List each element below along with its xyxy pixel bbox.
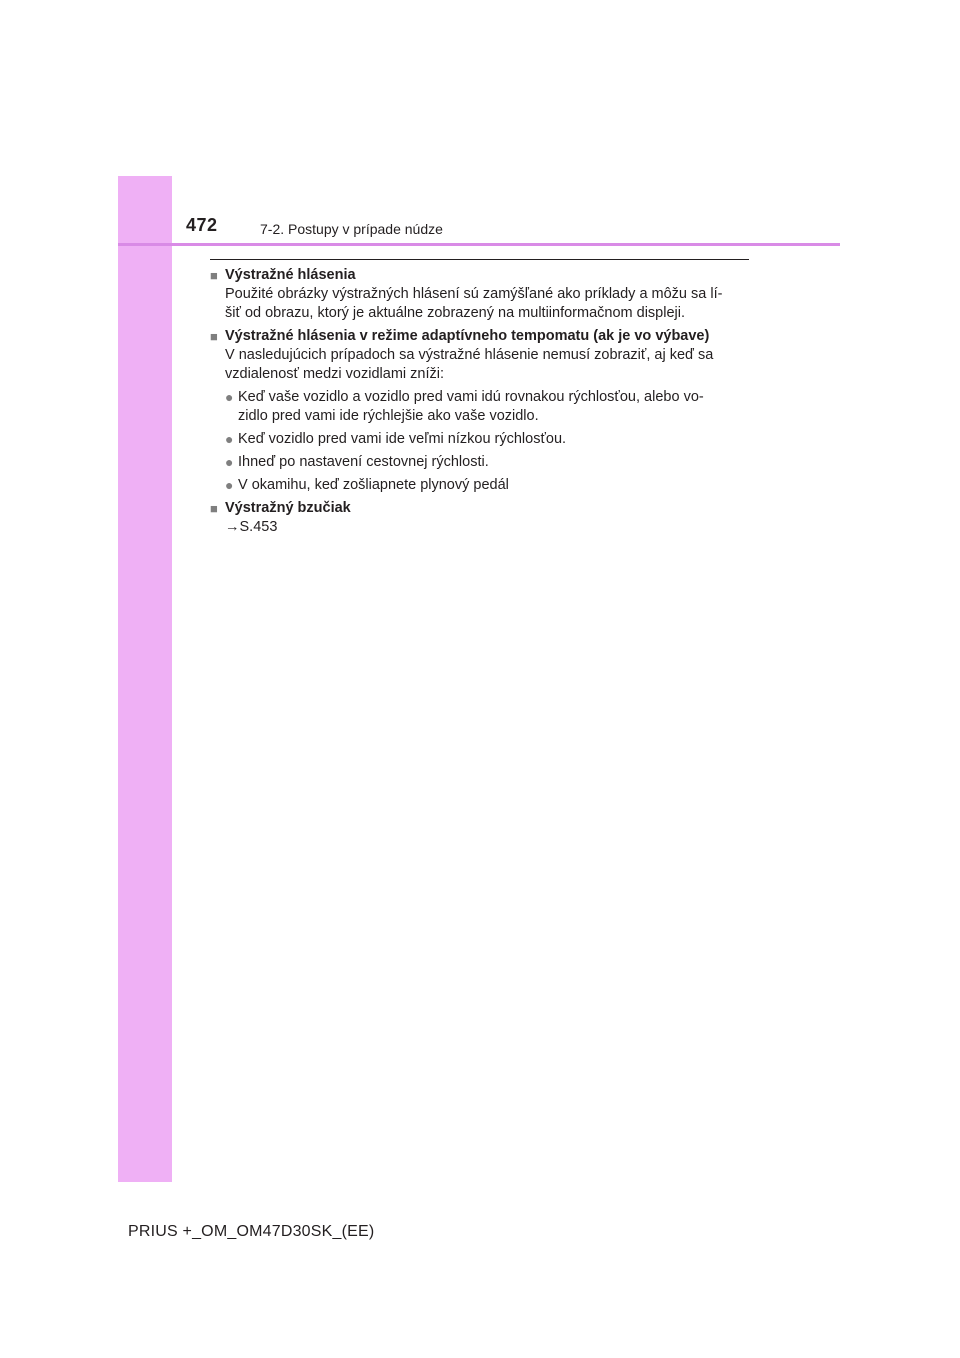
paragraph — [225, 285, 750, 323]
chapter-sidebar — [118, 176, 172, 1182]
text-line: vzdialenosť medzi vozidlami zníži: — [225, 366, 444, 382]
circle-bullet-icon: ● — [225, 431, 234, 447]
header-band — [118, 176, 172, 244]
content-top-rule — [210, 259, 749, 260]
section-warning-messages — [210, 266, 750, 323]
reference-link[interactable]: →S.453 — [225, 519, 278, 535]
paragraph — [225, 346, 750, 384]
text-line: V nasledujúcich prípadoch sa výstražné hlásenie nemusí zobraziť, aj keď sa — [225, 347, 714, 363]
section-heading — [210, 327, 750, 346]
list-item — [225, 388, 750, 426]
text-line: V okamihu, keď zošliapnete plynový pedál — [238, 477, 509, 493]
heading-text: Výstražné hlásenia v režime adaptívneho tempomatu (ak je vo výbave) — [225, 328, 710, 344]
circle-bullet-icon: ● — [225, 389, 234, 405]
heading-text: Výstražný bzučiak — [225, 500, 351, 516]
footer-doc-id: PRIUS +_OM_OM47D30SK_(EE) — [128, 1223, 375, 1240]
page-number: 472 — [186, 215, 218, 235]
header-divider — [118, 243, 840, 246]
section-title: 7-2. Postupy v prípade núdze — [260, 221, 443, 237]
heading-text: Výstražné hlásenia — [225, 267, 356, 283]
list-item — [225, 453, 750, 472]
section-heading — [210, 266, 750, 285]
text-line: šiť od obrazu, ktorý je aktuálne zobrazený na multiinformačnom displeji. — [225, 305, 685, 321]
square-bullet-icon: ■ — [210, 329, 218, 344]
circle-bullet-icon: ● — [225, 477, 234, 493]
section-cruise-control-messages — [210, 327, 750, 495]
square-bullet-icon: ■ — [210, 501, 218, 516]
square-bullet-icon: ■ — [210, 268, 218, 283]
page-content — [210, 266, 750, 537]
text-line: zidlo pred vami ide rýchlejšie ako vaše vozidlo. — [238, 408, 539, 424]
list-item — [225, 476, 750, 495]
text-line: Keď vaše vozidlo a vozidlo pred vami idú rovnakou rýchlosťou, alebo vo- — [238, 389, 704, 405]
circle-bullet-icon: ● — [225, 454, 234, 470]
text-line: Použité obrázky výstražných hlásení sú zamýšľané ako príklady a môžu sa lí- — [225, 286, 723, 302]
list-item — [225, 430, 750, 449]
text-line: Keď vozidlo pred vami ide veľmi nízkou rýchlosťou. — [238, 431, 567, 447]
section-heading — [210, 499, 750, 518]
page-reference — [225, 518, 750, 537]
section-warning-buzzer — [210, 499, 750, 537]
text-line: Ihneď po nastavení cestovnej rýchlosti. — [238, 454, 489, 470]
